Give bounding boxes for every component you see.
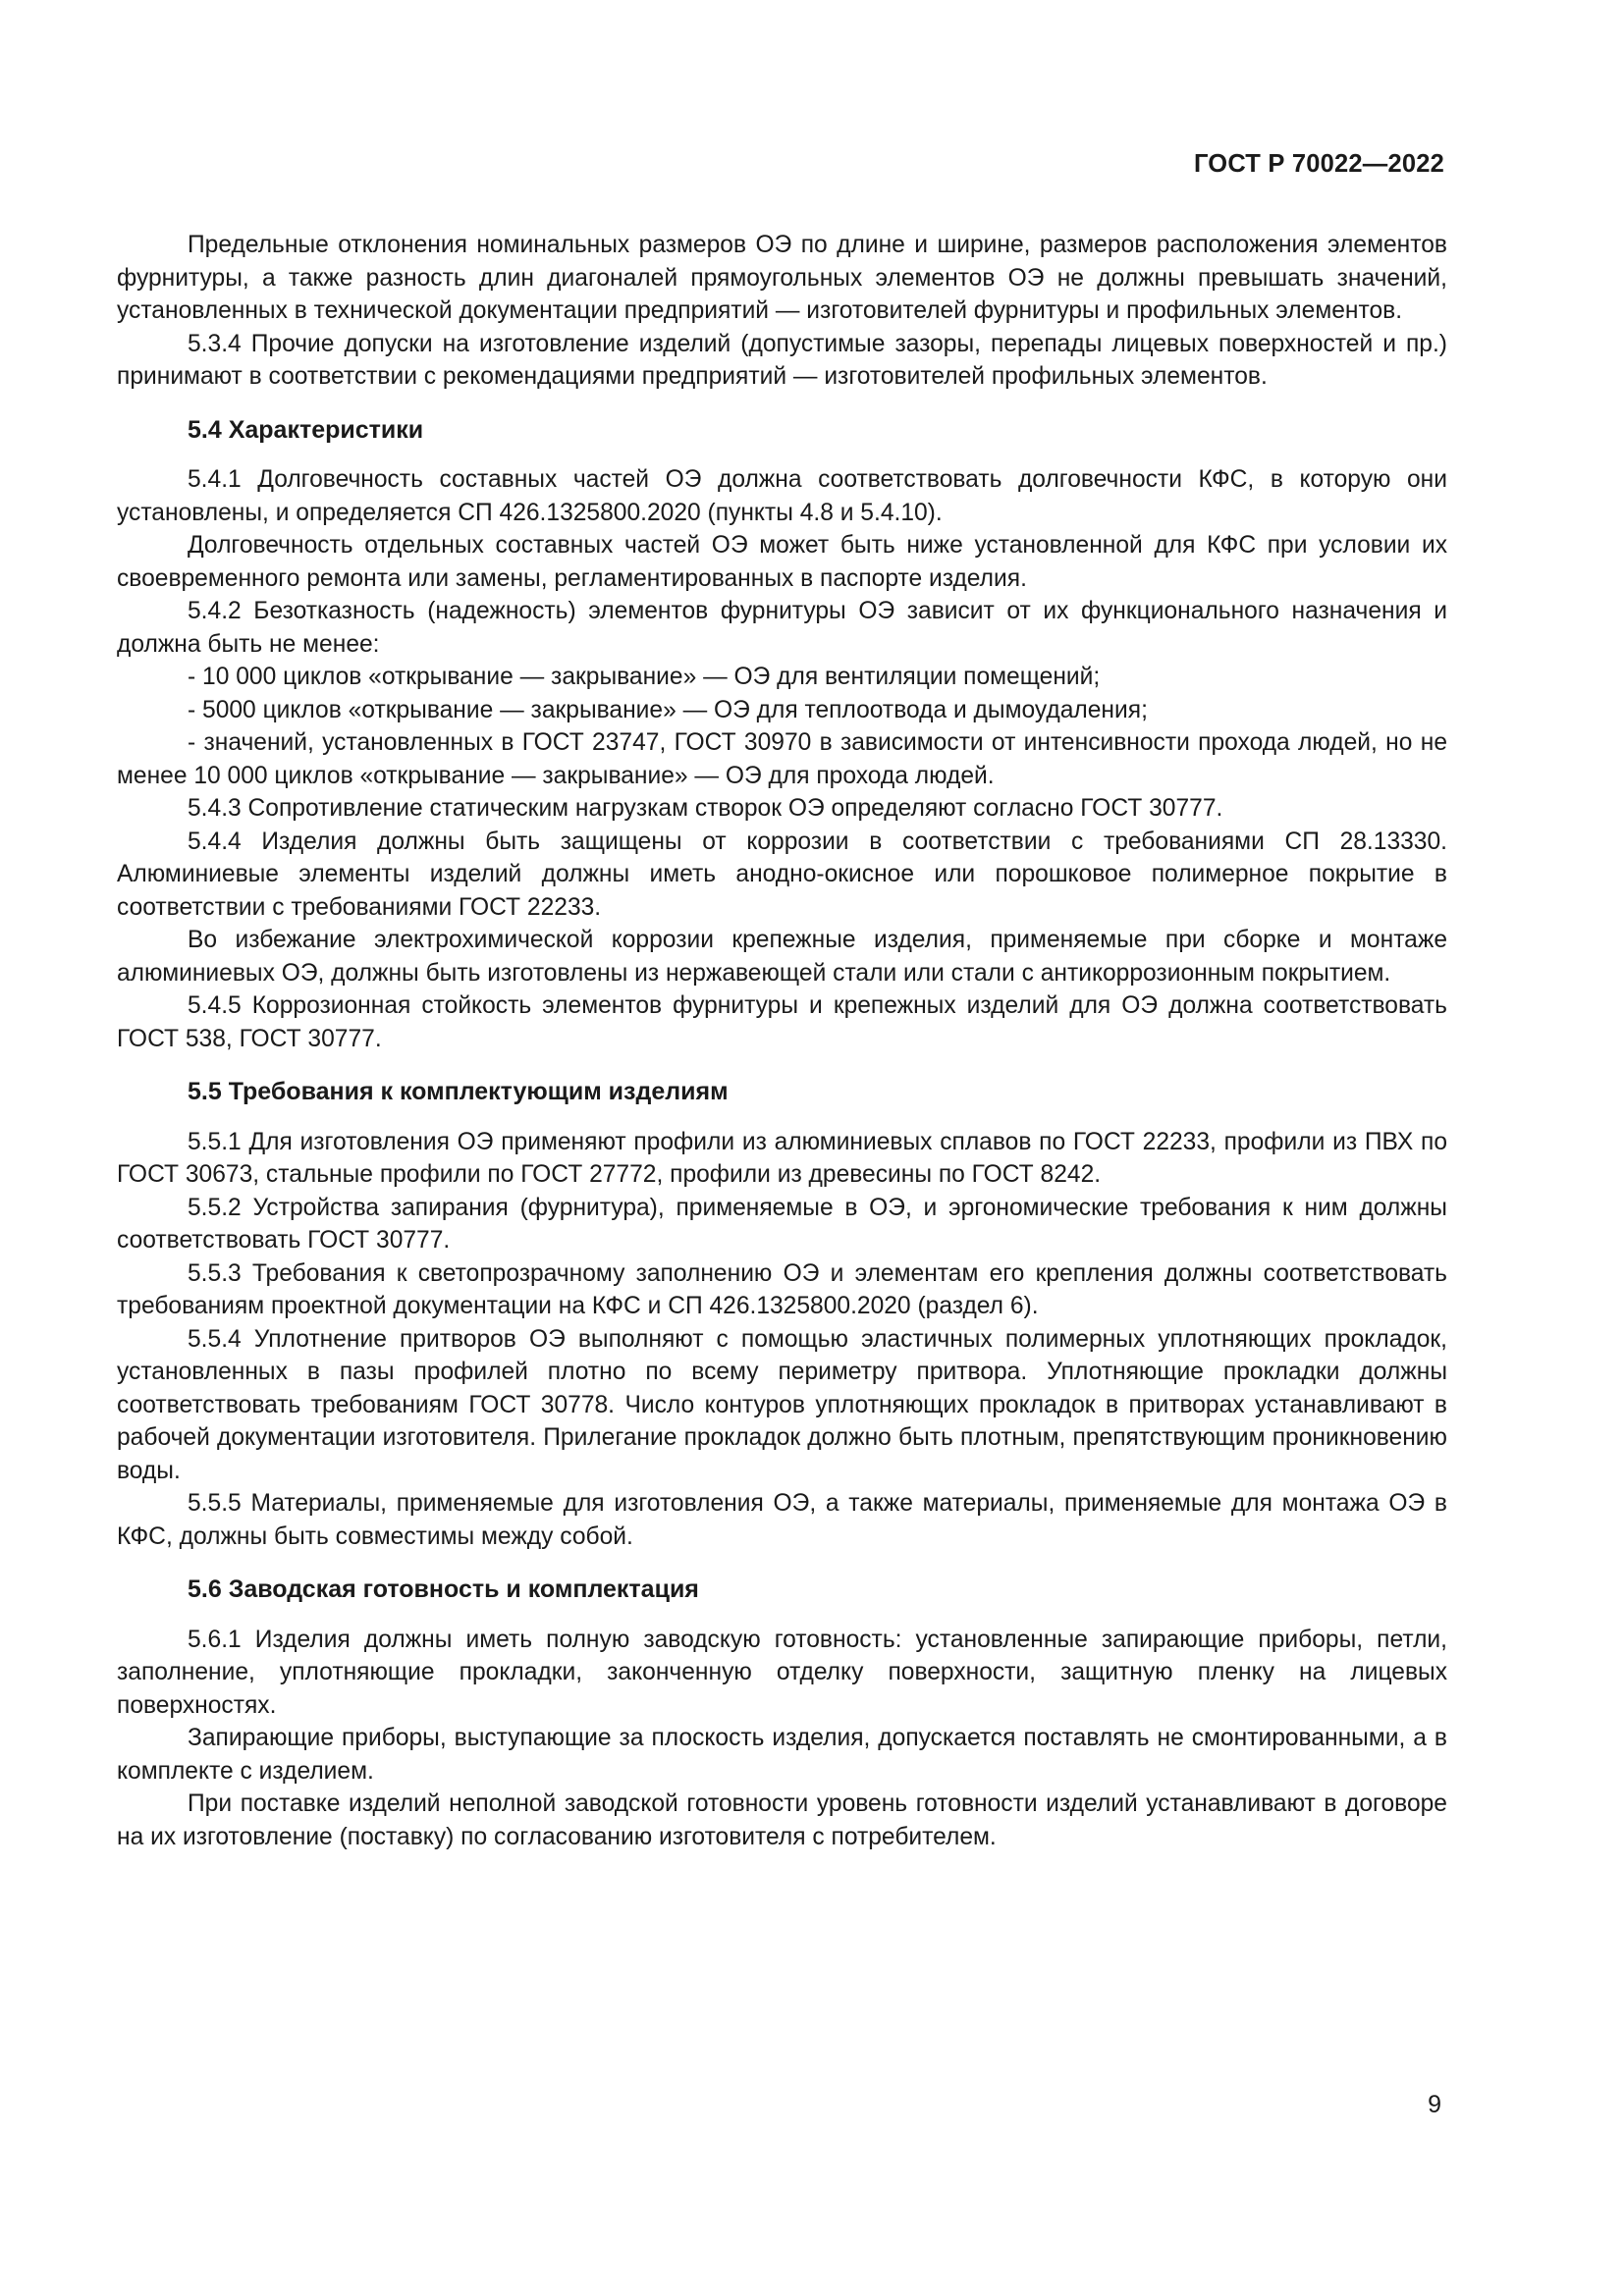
paragraph-5-4-2: 5.4.2 Безотказность (надежность) элементов фурнитуры ОЭ зависит от их функционального назначения и должна быть не менее:	[117, 598, 1447, 658]
document-number: ГОСТ Р 70022—2022	[1193, 150, 1444, 178]
paragraph-partial-readiness: При поставке изделий неполной заводской готовности уровень готовности изделий устанавливают в договоре на их изготовление (поставку) по согласованию изготовителя с потребителем.	[117, 1790, 1447, 1850]
paragraph-5-3-4: 5.3.4 Прочие допуски на изготовление изделий (допустимые зазоры, перепады лицевых поверхностей и пр.) принимают в соответствии с рекомендациями предприятий — изготовителей профильных элементов.	[117, 330, 1447, 390]
paragraph-5-4-3: 5.4.3 Сопротивление статическим нагрузкам створок ОЭ определяют согласно ГОСТ 30777.	[188, 795, 1223, 822]
paragraph-5-5-3: 5.5.3 Требования к светопрозрачному заполнению ОЭ и элементам его крепления должны соответствовать требованиям проектной документации на КФС и СП 426.1325800.2020 (раздел 6).	[117, 1259, 1447, 1319]
paragraph-5-4-4: 5.4.4 Изделия должны быть защищены от коррозии в соответствии с требованиями СП 28.13330. Алюминиевые элементы изделий должны иметь анодно-окисное или порошковое полимерное покрытие в соответствии с требованиями ГОСТ 22233.	[117, 828, 1447, 921]
list-item-ventilation: - 10 000 циклов «открывание — закрывание» — ОЭ для вентиляции помещений;	[188, 664, 1101, 690]
paragraph-5-6-1: 5.6.1 Изделия должны иметь полную заводскую готовность: установленные запирающие приборы, петли, заполнение, уплотняющие прокладки, законченную отделку поверхности, защитную пленку на лицевых поверхностях.	[117, 1626, 1447, 1719]
paragraph-5-4-1: 5.4.1 Долговечность составных частей ОЭ должна соответствовать долговечности КФС, в которую они установлены, и определяется СП 426.1325800.2020 (пункты 4.8 и 5.4.10).	[117, 466, 1447, 526]
document-body	[117, 229, 1447, 1853]
section-heading-5-5: 5.5 Требования к комплектующим изделиям	[188, 1078, 729, 1105]
paragraph-5-5-4: 5.5.4 Уплотнение притворов ОЭ выполняют с помощью эластичных полимерных уплотняющих прокладок, установленных в пазы профилей плотно по всему периметру притвора. Уплотняющие прокладки должны соответствовать требованиям ГОСТ 30778. Число контуров уплотняющих прокладок в притворах устанавливают в рабочей документации изготовителя. Прилегание прокладок должно быть плотным, препятствующим проникновению воды.	[117, 1325, 1447, 1484]
paragraph-tolerances: Предельные отклонения номинальных размеров ОЭ по длине и ширине, размеров расположения элементов фурнитуры, а также разность длин диагоналей прямоугольных элементов ОЭ не должны превышать значений, установленных в технической документации предприятий — изготовителей фурнитуры и профильных элементов.	[117, 232, 1447, 324]
paragraph-durability-parts: Долговечность отдельных составных частей ОЭ может быть ниже установленной для КФС при условии их своевременного ремонта или замены, регламентированных в паспорте изделия.	[117, 532, 1447, 592]
paragraph-5-5-2: 5.5.2 Устройства запирания (фурнитура), применяемые в ОЭ, и эргономические требования к ним должны соответствовать ГОСТ 30777.	[117, 1194, 1447, 1254]
list-item-smoke-removal: - 5000 циклов «открывание — закрывание» — ОЭ для теплоотвода и дымоудаления;	[188, 696, 1148, 723]
paragraph-locking-devices: Запирающие приборы, выступающие за плоскость изделия, допускается поставлять не смонтированными, а в комплекте с изделием.	[117, 1725, 1447, 1785]
section-heading-5-6: 5.6 Заводская готовность и комплектация	[188, 1575, 699, 1603]
paragraph-5-5-5: 5.5.5 Материалы, применяемые для изготовления ОЭ, а также материалы, применяемые для монтажа ОЭ в КФС, должны быть совместимы между собой.	[117, 1490, 1447, 1550]
paragraph-5-5-1: 5.5.1 Для изготовления ОЭ применяют профили из алюминиевых сплавов по ГОСТ 22233, профили из ПВХ по ГОСТ 30673, стальные профили по ГОСТ 27772, профили из древесины по ГОСТ 8242.	[117, 1128, 1447, 1188]
section-heading-5-4: 5.4 Характеристики	[188, 415, 424, 444]
page-number: 9	[1428, 2091, 1441, 2118]
paragraph-5-4-5: 5.4.5 Коррозионная стойкость элементов фурнитуры и крепежных изделий для ОЭ должна соответствовать ГОСТ 538, ГОСТ 30777.	[117, 992, 1447, 1052]
paragraph-electrochemical-corrosion: Во избежание электрохимической коррозии крепежные изделия, применяемые при сборке и монтаже алюминиевых ОЭ, должны быть изготовлены из нержавеющей стали или стали с антикоррозионным покрытием.	[117, 927, 1447, 987]
list-item-passage: - значений, установленных в ГОСТ 23747, ГОСТ 30970 в зависимости от интенсивности прохода людей, но не менее 10 000 циклов «открывание — закрывание» — ОЭ для прохода людей.	[117, 729, 1447, 789]
